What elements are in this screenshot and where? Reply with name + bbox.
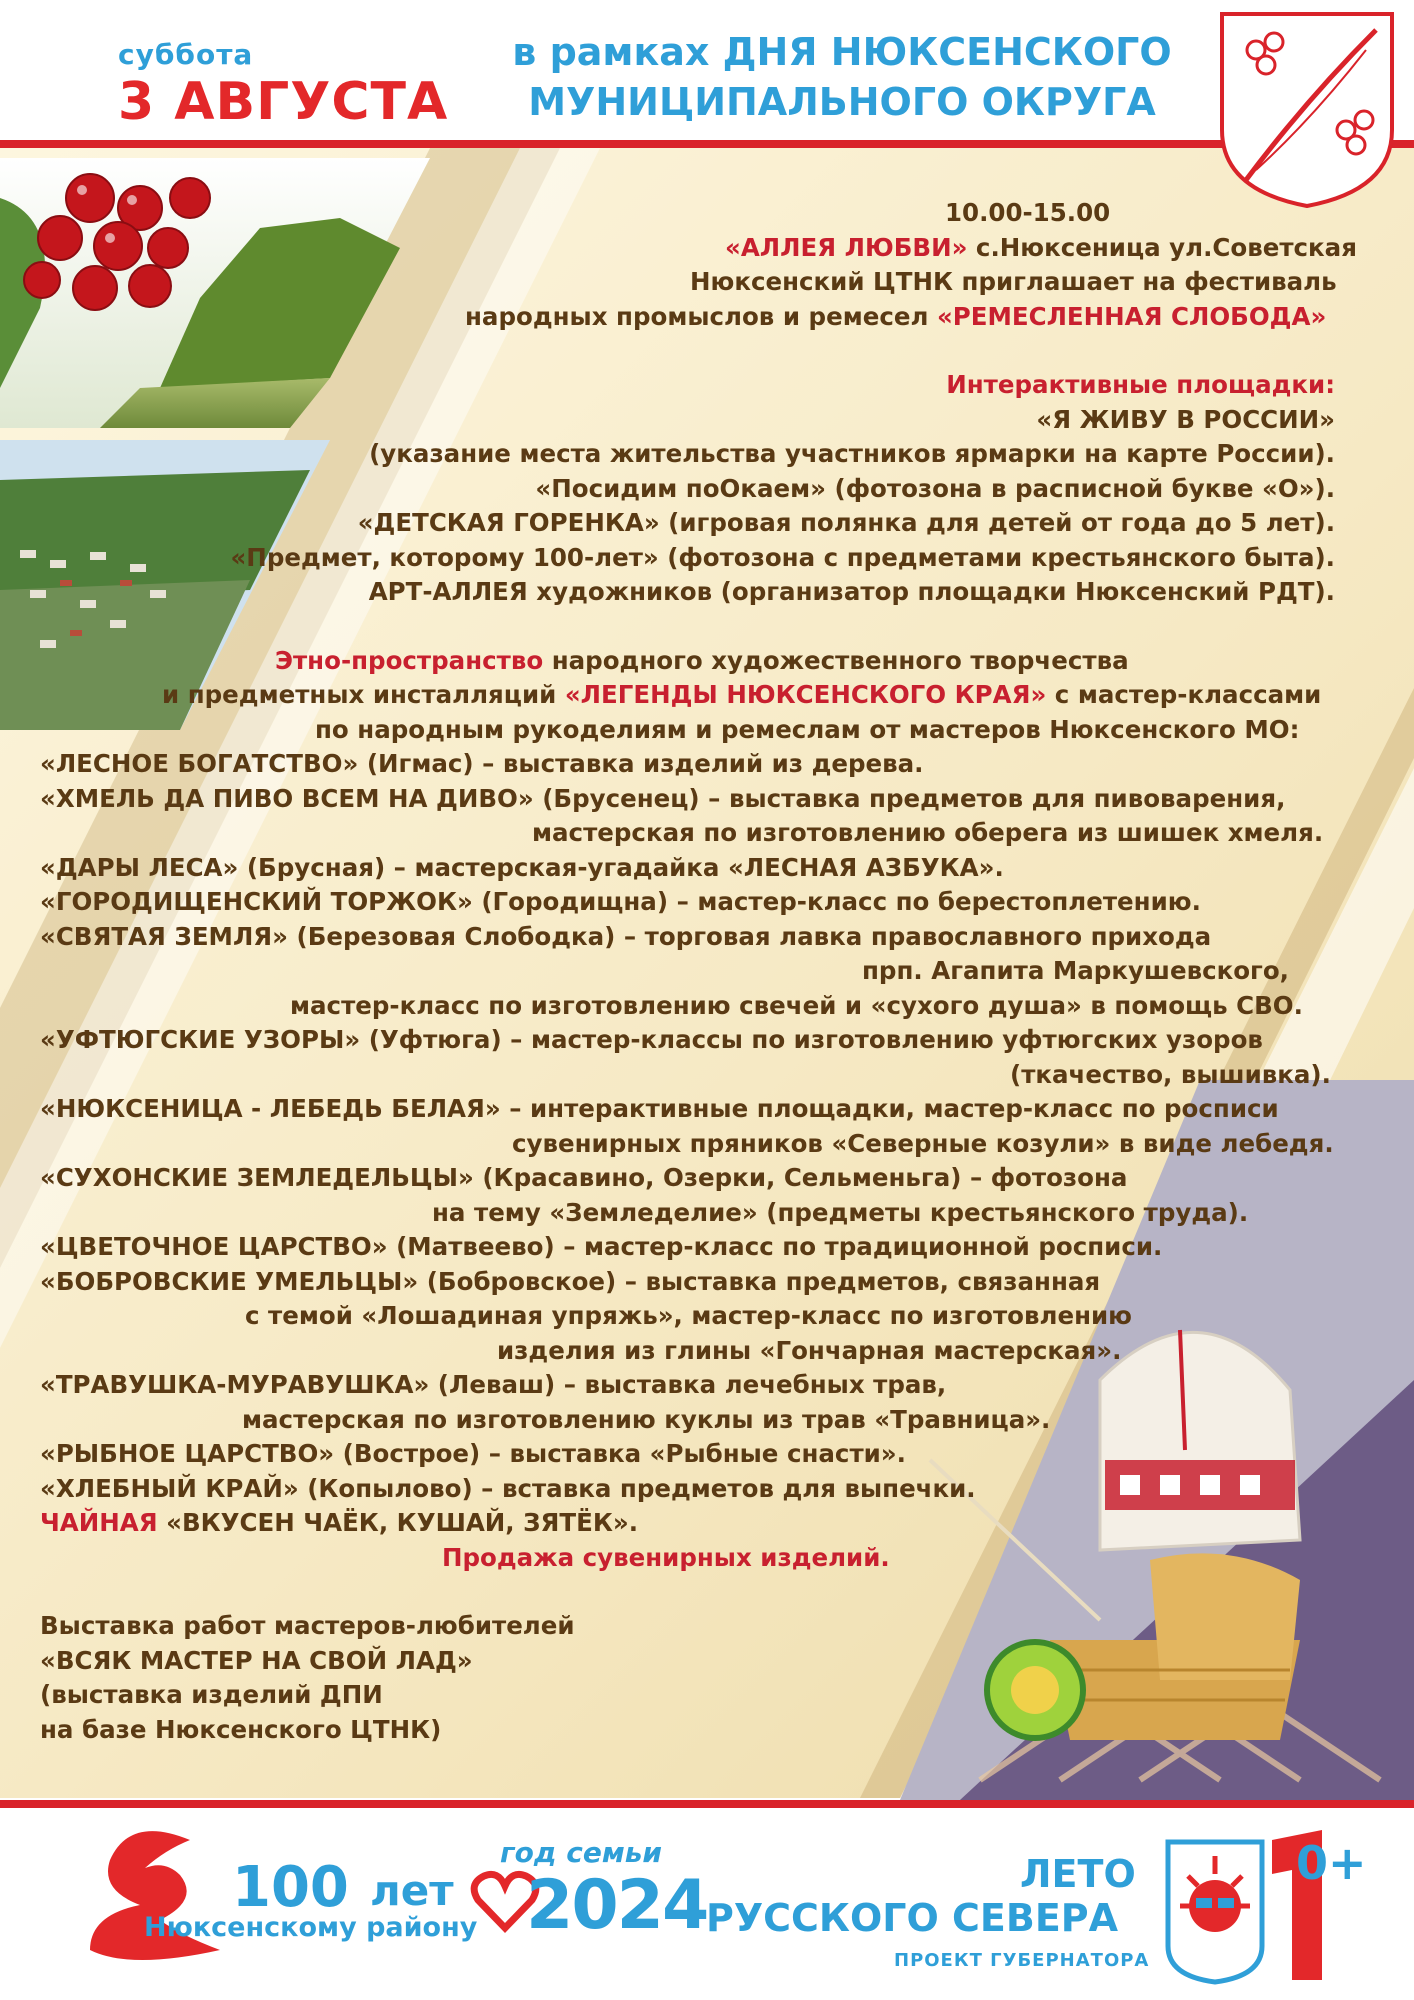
event-date: 3 АВГУСТА xyxy=(118,72,449,132)
craft-item: «ХЛЕБНЫЙ КРАЙ» (Копылово) – вставка предметов для выпечки. xyxy=(40,1473,976,1503)
ethno-line xyxy=(40,644,1350,679)
exhibition-line: Выставка работ мастеров-любителей xyxy=(40,1611,575,1640)
install-line xyxy=(40,678,1350,713)
craft-item: мастерская по изготовлению оберега из шишек хмеля. xyxy=(532,818,1324,847)
header-divider xyxy=(0,140,1414,148)
tea-rest: «ВКУСЕН ЧАЁК, КУШАЙ, ЗЯТЁК». xyxy=(157,1508,639,1537)
anniversary-district: Нюксенскому району xyxy=(144,1912,478,1943)
platform-line: «Я ЖИВУ В РОССИИ» xyxy=(1036,404,1335,434)
anniversary-unit: лет xyxy=(370,1866,454,1915)
craft-item: «РЫБНОЕ ЦАРСТВО» (Вострое) – выставка «Рыбные снасти». xyxy=(40,1439,906,1468)
craft-item: «СУХОНСКИЕ ЗЕМЛЕДЕЛЬЦЫ» (Красавино, Озерки, Сельменьга) – фотозона xyxy=(40,1163,1128,1192)
platform-line: (указание места жительства участников ярмарки на карте России). xyxy=(369,439,1335,468)
governor-project-label: ПРОЕКТ ГУБЕРНАТОРА xyxy=(894,1950,1150,1971)
event-occasion-line1: в рамках ДНЯ НЮКСЕНСКОГО xyxy=(512,30,1172,74)
venue-name: «АЛЛЕЯ ЛЮБВИ» xyxy=(725,232,968,262)
install-prefix: и предметных инсталляций xyxy=(162,680,565,709)
venue-line xyxy=(40,231,1357,266)
craft-item: «ЛЕСНОЕ БОГАТСТВО» (Игмас) – выставка изделий из дерева. xyxy=(40,749,924,778)
craft-item: «УФТЮГСКИЕ УЗОРЫ» (Уфтюга) – мастер-классы по изготовлению уфтюгских узоров xyxy=(40,1025,1263,1054)
craft-item: сувенирных пряников «Северные козули» в виде лебедя. xyxy=(512,1128,1334,1158)
craft-item: прп. Агапита Маркушевского, xyxy=(862,956,1289,985)
russian-north-label: РУССКОГО СЕВЕРА xyxy=(706,1896,1119,1940)
install-suffix: с мастер-классами xyxy=(1046,680,1322,709)
leto-label: ЛЕТО xyxy=(1020,1852,1136,1896)
platform-line: «Предмет, которому 100-лет» (фотозона с предметами крестьянского быта). xyxy=(230,542,1335,572)
event-occasion-line2: МУНИЦИПАЛЬНОГО ОКРУГА xyxy=(528,80,1156,124)
coat-of-arms-icon xyxy=(1216,10,1398,210)
craft-item: на тему «Земледелие» (предметы крестьянского труда). xyxy=(432,1197,1249,1227)
craft-item: «ЦВЕТОЧНОЕ ЦАРСТВО» (Матвеево) – мастер-класс по традиционной росписи. xyxy=(40,1232,1163,1261)
craft-item: «ТРАВУШКА-МУРАВУШКА» (Леваш) – выставка лечебных трав, xyxy=(40,1370,947,1399)
footer-divider xyxy=(0,1800,1414,1808)
craft-item: мастерская по изготовлению куклы из трав «Травница». xyxy=(242,1404,1051,1434)
tea-line xyxy=(40,1506,1350,1541)
family-year: 2024 xyxy=(526,1866,708,1945)
platform-line: «Посидим поОкаем» (фотозона в расписной букве «О»). xyxy=(535,473,1335,503)
platform-line: АРТ-АЛЛЕЯ художников (организатор площадки Нюксенский РДТ). xyxy=(368,577,1335,606)
craft-item: с темой «Лошадиная упряжь», мастер-класс по изготовлению xyxy=(245,1301,1132,1330)
venue-place: с.Нюксеница ул.Советская xyxy=(967,232,1357,262)
craft-item: (ткачество, вышивка). xyxy=(1010,1059,1331,1089)
souvenirs-line: Продажа сувенирных изделий. xyxy=(442,1542,890,1572)
craft-item: «БОБРОВСКИЕ УМЕЛЬЦЫ» (Бобровское) – выставка предметов, связанная xyxy=(40,1266,1101,1296)
summer-north-emblem-icon xyxy=(1160,1836,1270,1986)
platform-line: «ДЕТСКАЯ ГОРЕНКА» (игровая полянка для детей от года до 5 лет). xyxy=(357,508,1335,537)
exhibition-line: (выставка изделий ДПИ xyxy=(40,1680,383,1709)
craft-item: «СВЯТАЯ ЗЕМЛЯ» (Березовая Слободка) – торговая лавка православного прихода xyxy=(40,921,1212,951)
event-day: суббота xyxy=(118,38,254,71)
craft-item: «ХМЕЛЬ ДА ПИВО ВСЕМ НА ДИВО» (Брусенец) – выставка предметов для пивоварения, xyxy=(40,783,1286,813)
ethno-title: Этно-пространство xyxy=(275,645,544,675)
exhibition-line: «ВСЯК МАСТЕР НА СВОЙ ЛАД» xyxy=(40,1645,473,1675)
spacer xyxy=(40,610,1350,644)
event-time: 10.00-15.00 xyxy=(945,198,1111,227)
anniversary-number: 100 xyxy=(232,1855,349,1920)
festival-prefix: народных промыслов и ремесел xyxy=(465,301,937,331)
swan-logo-icon xyxy=(70,1820,230,1980)
platforms-title: Интерактивные площадки: xyxy=(946,370,1335,399)
craft-item: «ДАРЫ ЛЕСА» (Брусная) – мастерская-угадайка «ЛЕСНАЯ АЗБУКА». xyxy=(40,852,1004,882)
craft-item: изделия из глины «Гончарная мастерская». xyxy=(497,1335,1122,1365)
exhibition-line: на базе Нюксенского ЦТНК) xyxy=(40,1714,442,1744)
tea-title: ЧАЙНАЯ xyxy=(40,1508,158,1537)
family-year-label: год семьи xyxy=(500,1836,663,1869)
craft-item: «ГОРОДИЩЕНСКИЙ ТОРЖОК» (Городищна) – мастер-класс по берестоплетению. xyxy=(40,887,1201,916)
festival-line xyxy=(40,300,1350,335)
spacer xyxy=(40,334,1350,368)
festival-name: «РЕМЕСЛЕННАЯ СЛОБОДА» xyxy=(936,301,1327,331)
craft-item: мастер-класс по изготовлению свечей и «сухого душа» в помощь СВО. xyxy=(290,990,1303,1020)
craft-item: «НЮКСЕНИЦА - ЛЕБЕДЬ БЕЛАЯ» – интерактивные площадки, мастер-класс по росписи xyxy=(40,1094,1279,1123)
install-name: «ЛЕГЕНДЫ НЮКСЕНСКОГО КРАЯ» xyxy=(564,680,1047,709)
invite-line: Нюксенский ЦТНК приглашает на фестиваль xyxy=(690,267,1337,296)
program-text xyxy=(40,196,1357,1747)
ethno-rest: народного художественного творчества xyxy=(543,645,1129,675)
spacer xyxy=(40,1575,1350,1609)
age-rating: 0+ xyxy=(1296,1836,1367,1890)
crafts-line: по народным рукоделиям и ремеслам от мастеров Нюксенского МО: xyxy=(315,714,1300,744)
